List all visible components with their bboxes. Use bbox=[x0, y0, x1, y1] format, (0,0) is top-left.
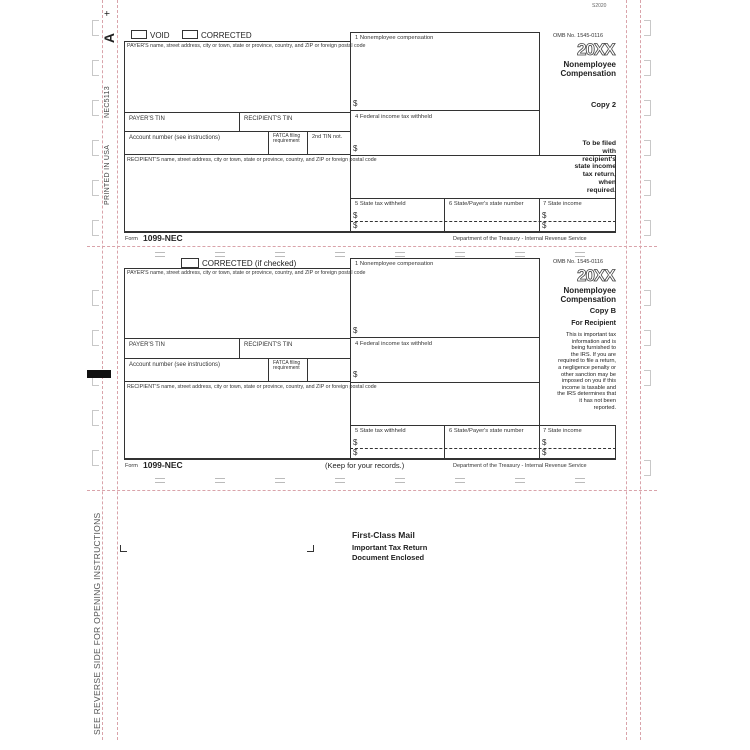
window-corner-left bbox=[120, 545, 127, 552]
registration-mark bbox=[87, 370, 111, 378]
tax-year: 20XX bbox=[577, 40, 615, 59]
reverse-side-note: SEE REVERSE SIDE FOR OPENING INSTRUCTIONS bbox=[92, 512, 102, 735]
box7-state-income-b[interactable]: 7 State income $ $ bbox=[539, 425, 616, 459]
box6-state-payer-number[interactable]: 6 State/Payer's state number bbox=[444, 198, 540, 232]
recipient-tin-field-b[interactable]: RECIPIENT'S TIN bbox=[239, 338, 351, 359]
copy-b-label: Copy B bbox=[589, 306, 616, 315]
letter-mark: A bbox=[101, 32, 118, 44]
fatca-checkbox-b[interactable]: FATCA filing requirement bbox=[268, 358, 308, 382]
printed-in-usa: PRINTED IN USA bbox=[104, 144, 111, 205]
payer-tin-field-b[interactable]: PAYER'S TIN bbox=[124, 338, 240, 359]
blank-area-b bbox=[350, 382, 540, 426]
tax-year-b: 20XX bbox=[577, 266, 615, 285]
left-perforation-inner bbox=[117, 0, 118, 740]
account-number-field-b[interactable]: Account number (see instructions) bbox=[124, 358, 269, 382]
right-perforation bbox=[640, 0, 641, 740]
box1-nonemployee-compensation[interactable]: 1 Nonemployee compensation $ bbox=[350, 32, 540, 111]
irs-footer-b: Department of the Treasury - Internal Revenue Service bbox=[453, 463, 587, 469]
box1-nonemployee-compensation-b[interactable]: 1 Nonemployee compensation $ bbox=[350, 258, 540, 338]
form-code: NEC5113 bbox=[104, 86, 111, 118]
payer-name-field[interactable]: PAYER'S name, street address, city or town, state or province, country, and ZIP or foreign postal code bbox=[124, 41, 351, 113]
important-tax-return: Important Tax Return bbox=[352, 543, 428, 552]
top-code: S2020 bbox=[592, 3, 607, 9]
box4-federal-tax-withheld[interactable]: 4 Federal income tax withheld $ bbox=[350, 110, 540, 156]
form-prefix: Form bbox=[125, 236, 138, 242]
box5-state-tax-withheld-b[interactable]: 5 State tax withheld $ $ bbox=[350, 425, 445, 459]
corrected-label: CORRECTED bbox=[201, 31, 252, 40]
perforation-2 bbox=[87, 490, 657, 491]
box7-state-income[interactable]: 7 State income $ $ bbox=[539, 198, 616, 232]
document-enclosed: Document Enclosed bbox=[352, 553, 425, 562]
window-corner-right bbox=[307, 545, 314, 552]
form-title: Nonemployee Compensation bbox=[560, 60, 616, 79]
omb-number: OMB No. 1545-0116 bbox=[553, 33, 604, 39]
fatca-checkbox[interactable]: FATCA filing requirement bbox=[268, 131, 308, 155]
blank-checkbox-b[interactable] bbox=[307, 358, 351, 382]
recipient-notice: This is important tax information and is being furnished to the IRS. If you are required to file a return, a negligence penalty or other sanction may be imposed on you if this income is taxable and the IRS determines that it has not been reported. bbox=[557, 332, 616, 411]
plus-mark: + bbox=[102, 10, 114, 17]
box5-state-tax-withheld[interactable]: 5 State tax withheld $ $ bbox=[350, 198, 445, 232]
form-name: 1099-NEC bbox=[143, 233, 183, 243]
recipient-tin-field[interactable]: RECIPIENT'S TIN bbox=[239, 112, 351, 132]
void-label: VOID bbox=[150, 31, 170, 40]
box4-federal-tax-withheld-b[interactable]: 4 Federal income tax withheld $ bbox=[350, 337, 540, 383]
payer-tin-field[interactable]: PAYER'S TIN bbox=[124, 112, 240, 132]
recipient-name-field-b[interactable]: RECIPIENT'S name, street address, city or town, state or province, country, and ZIP or foreign postal code bbox=[124, 381, 351, 459]
corrected-checkbox-b[interactable] bbox=[181, 258, 199, 268]
box6-state-payer-number-b[interactable]: 6 State/Payer's state number bbox=[444, 425, 540, 459]
recipient-name-field[interactable]: RECIPIENT'S name, street address, city or town, state or province, country, and ZIP or foreign postal code bbox=[124, 154, 351, 232]
corrected-if-checked-label: CORRECTED (if checked) bbox=[202, 259, 297, 268]
form-name-b: 1099-NEC bbox=[143, 460, 183, 470]
perforation-1 bbox=[87, 246, 657, 247]
form-prefix-b: Form bbox=[125, 463, 138, 469]
for-recipient-label: For Recipient bbox=[571, 320, 616, 327]
void-checkbox[interactable] bbox=[131, 30, 147, 39]
payer-name-field-b[interactable]: PAYER'S name, street address, city or town, state or province, country, and ZIP or foreign postal code bbox=[124, 268, 351, 339]
right-perforation-inner bbox=[626, 0, 627, 740]
second-tin-checkbox[interactable]: 2nd TIN not. bbox=[307, 131, 351, 155]
irs-footer: Department of the Treasury - Internal Revenue Service bbox=[453, 236, 587, 242]
first-class-mail: First-Class Mail bbox=[352, 530, 415, 540]
omb-number-b: OMB No. 1545-0116 bbox=[553, 259, 604, 265]
keep-records-note: (Keep for your records.) bbox=[325, 461, 405, 470]
form-title-b: Nonemployee Compensation bbox=[560, 286, 616, 305]
filing-note: To be filed with recipient's state income tax return, when required. bbox=[574, 140, 616, 194]
copy-label: Copy 2 bbox=[590, 100, 616, 109]
account-number-field[interactable]: Account number (see instructions) bbox=[124, 131, 269, 155]
corrected-checkbox[interactable] bbox=[182, 30, 198, 39]
